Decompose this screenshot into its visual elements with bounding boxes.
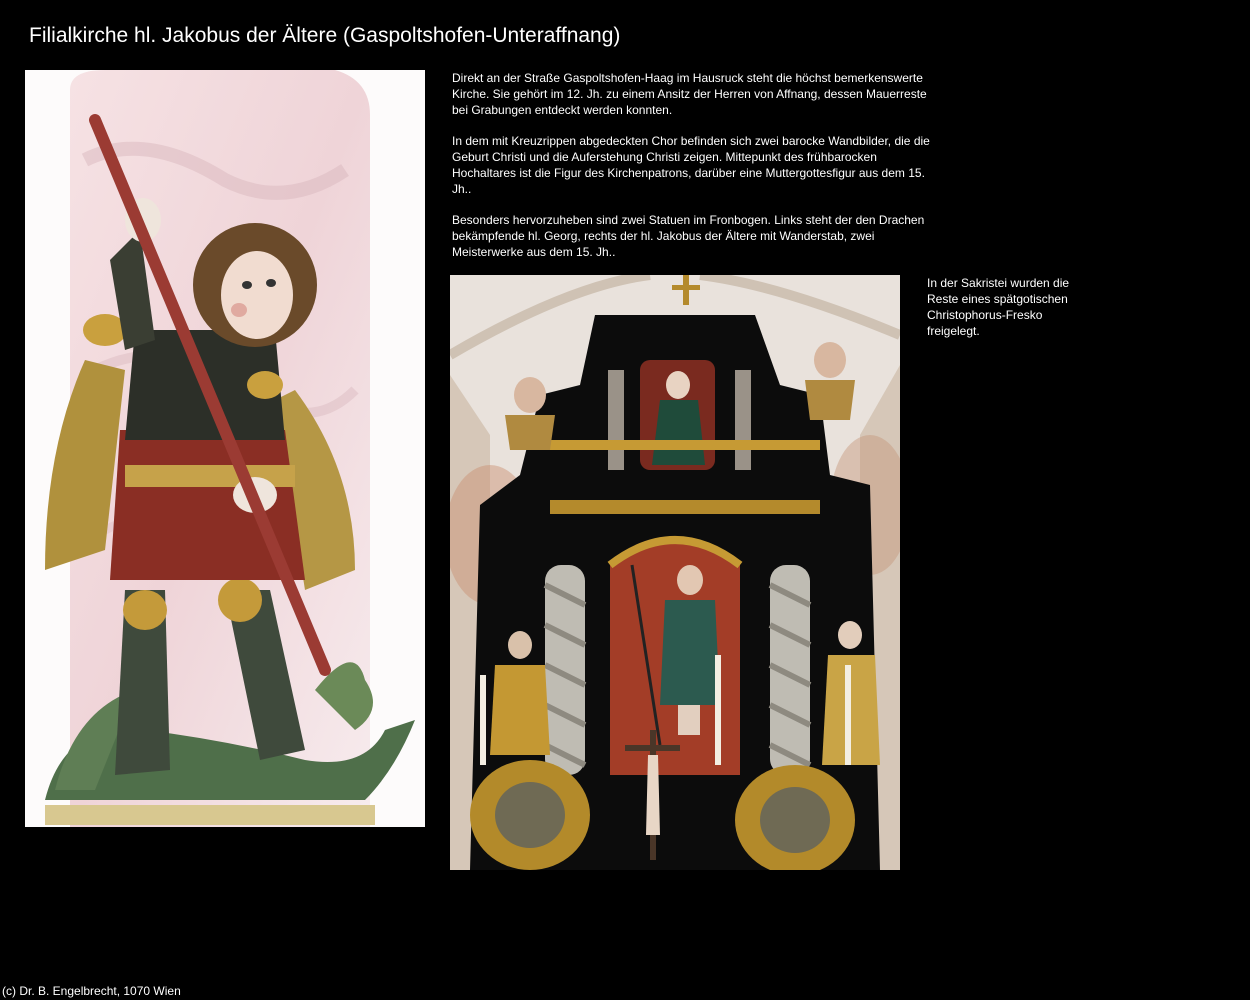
- article-paragraph: Direkt an der Straße Gaspoltshofen-Haag im Hausruck steht die höchst bemerkenswerte Kirche. Sie gehört im 12. Jh. zu einem Ansitz der Herren von Affnang, dessen Mauerreste bei Grabungen entdeckt werden konnten.: [452, 71, 927, 117]
- sacristy-note: In der Sakristei wurden die Reste eines spätgotischen Christophorus-Fresko freigelegt.: [927, 276, 1070, 338]
- article-paragraph: In dem mit Kreuzrippen abgedeckten Chor befinden sich zwei barocke Wandbilder, die die Geburt Christi und die Auferstehung Christi zeigen. Mittepunkt des frühbarocken Hochaltares ist die Figur des Kirchenpatrons, darüber eine Muttergottesfigur aus dem 15. Jh..: [452, 134, 930, 196]
- copyright-footer: (c) Dr. B. Engelbrecht, 1070 Wien: [2, 984, 181, 998]
- page-title: Filialkirche hl. Jakobus der Ältere (Gaspoltshofen-Unteraffnang): [29, 24, 621, 47]
- article-text: [452, 70, 942, 275]
- article-paragraph: Besonders hervorzuheben sind zwei Statuen im Fronbogen. Links steht der den Drachen bekämpfende hl. Georg, rechts der hl. Jakobus der Ältere mit Wanderstab, zwei Meisterwerke aus dem 15. Jh..: [452, 213, 925, 259]
- high-altar-photo: [450, 275, 900, 870]
- statue-saint-george-photo: [25, 70, 425, 827]
